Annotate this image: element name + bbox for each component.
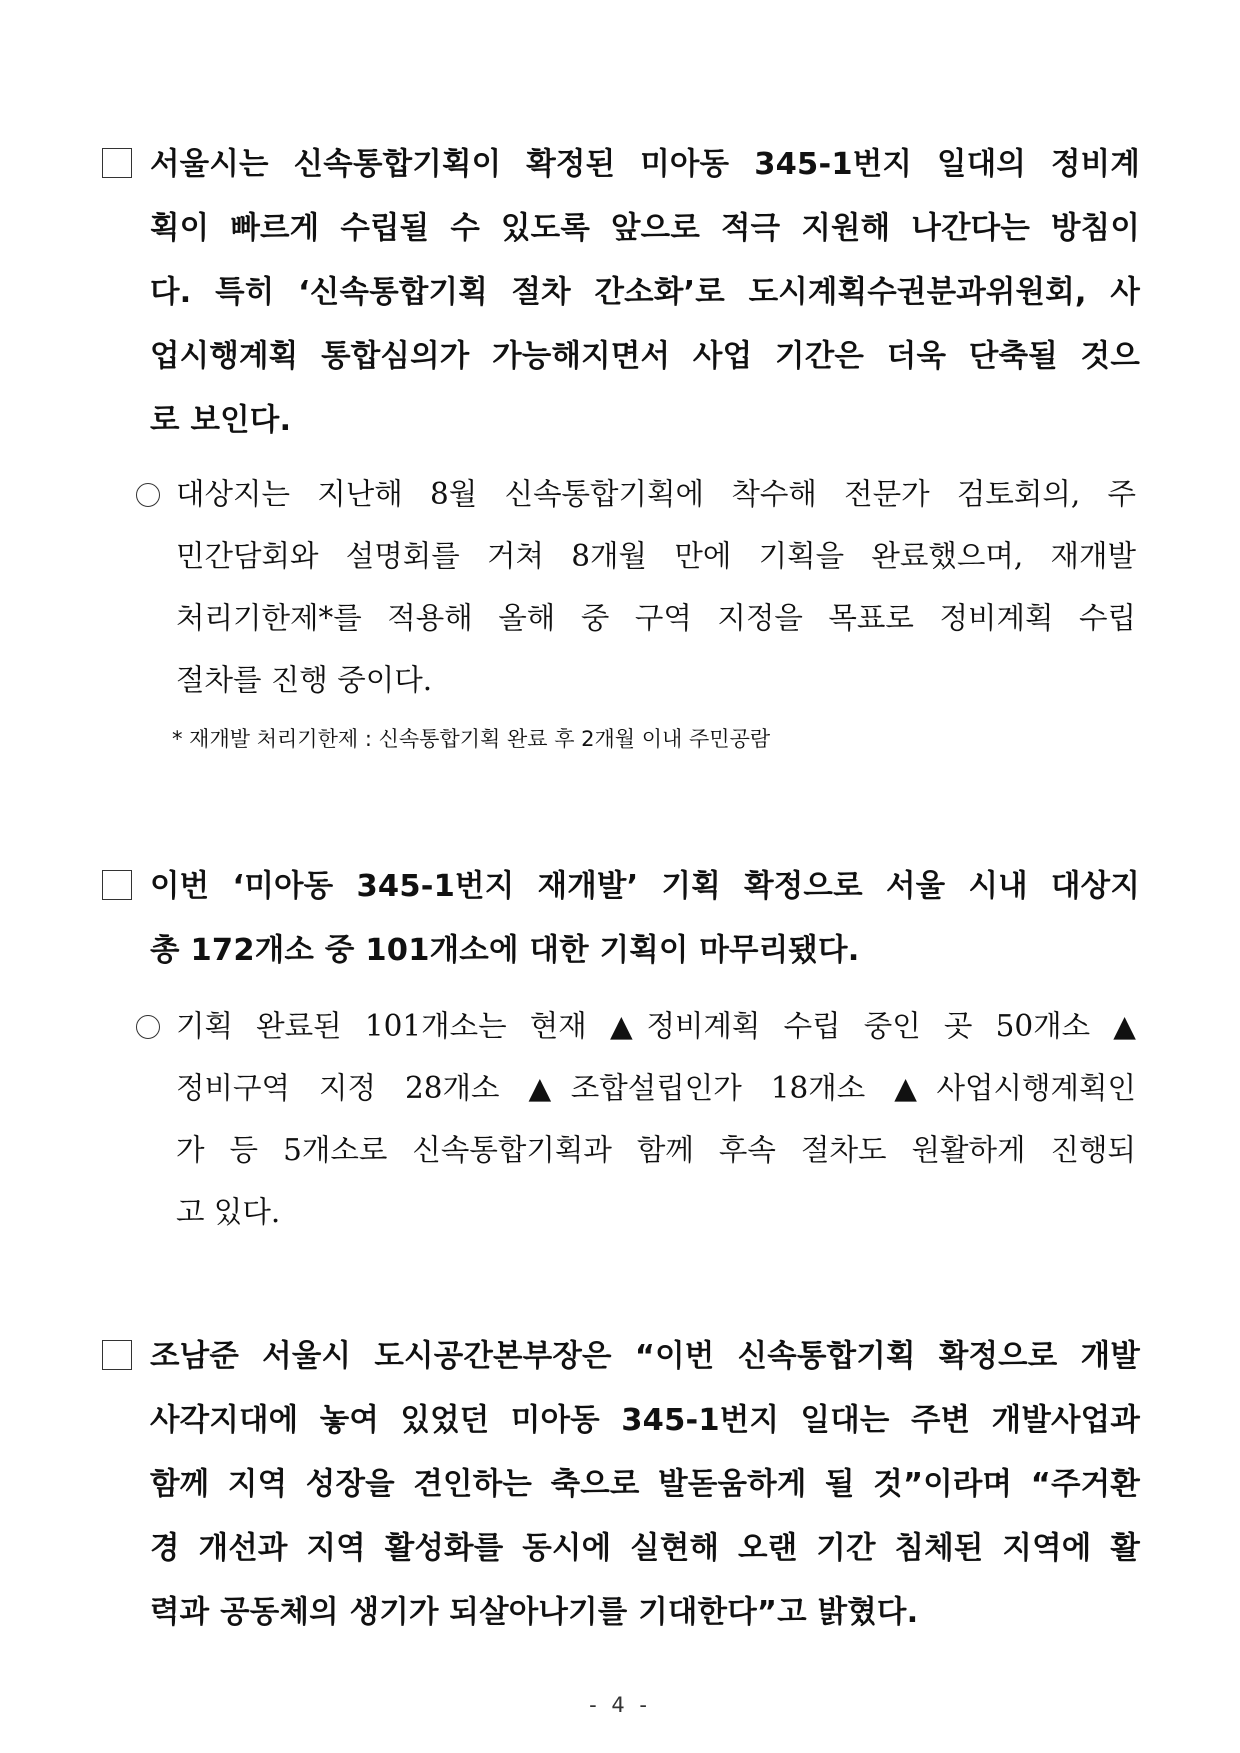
paragraph-line: 함께 지역 성장을 견인하는 축으로 발돋움하게 될 것”이라며 “주거환: [150, 1467, 1140, 1502]
sub-paragraph-line: 기획 완료된 101개소는 현재 ▲정비계획 수립 중인 곳 50개소 ▲: [176, 1009, 1136, 1043]
circle-bullet-icon: [136, 1015, 160, 1039]
paragraph-line: 이번 ‘미아동 345-1번지 재개발’ 기획 확정으로 서울 시내 대상지: [150, 869, 1140, 904]
paragraph-line: 서울시는 신속통합기획이 확정된 미아동 345-1번지 일대의 정비계: [150, 147, 1140, 182]
footnote: * 재개발 처리기한제 : 신속통합기획 완료 후 2개월 이내 주민공람: [172, 727, 771, 751]
section-2-sub-paragraph: [176, 1006, 1136, 1254]
paragraph-line: 경 개선과 지역 활성화를 동시에 실현해 오랜 기간 침체된 지역에 활: [150, 1531, 1140, 1566]
section-1-sub-paragraph: [176, 474, 1136, 722]
sub-paragraph-line: 절차를 진행 중이다.: [176, 663, 433, 697]
sub-paragraph-line: 고 있다.: [176, 1195, 281, 1229]
paragraph-line: 다. 특히 ‘신속통합기획 절차 간소화’로 도시계획수권분과위원회, 사: [150, 275, 1140, 310]
section-2-paragraph: [150, 868, 1140, 996]
sub-paragraph-line: 대상지는 지난해 8월 신속통합기획에 착수해 전문가 검토회의, 주: [176, 477, 1136, 511]
section-3-paragraph: [150, 1338, 1140, 1658]
section-1-paragraph: [150, 146, 1140, 466]
paragraph-line: 로 보인다.: [150, 403, 292, 438]
page-number: - 4 -: [589, 1693, 651, 1717]
square-bullet-icon: [102, 148, 132, 178]
paragraph-line: 업시행계획 통합심의가 가능해지면서 사업 기간은 더욱 단축될 것으: [150, 339, 1140, 374]
paragraph-line: 조남준 서울시 도시공간본부장은 “이번 신속통합기획 확정으로 개발: [150, 1339, 1140, 1374]
sub-paragraph-line: 민간담회와 설명회를 거쳐 8개월 만에 기획을 완료했으며, 재개발: [176, 539, 1136, 573]
square-bullet-icon: [102, 1340, 132, 1370]
sub-paragraph-line: 처리기한제*를 적용해 올해 중 구역 지정을 목표로 정비계획 수립: [176, 601, 1136, 635]
circle-bullet-icon: [136, 483, 160, 507]
sub-paragraph-line: 가 등 5개소로 신속통합기획과 함께 후속 절차도 원활하게 진행되: [176, 1133, 1136, 1167]
paragraph-line: 사각지대에 놓여 있었던 미아동 345-1번지 일대는 주변 개발사업과: [150, 1403, 1140, 1438]
paragraph-line: 력과 공동체의 생기가 되살아나기를 기대한다”고 밝혔다.: [150, 1595, 919, 1630]
paragraph-line: 획이 빠르게 수립될 수 있도록 앞으로 적극 지원해 나간다는 방침이: [150, 211, 1140, 246]
square-bullet-icon: [102, 870, 132, 900]
sub-paragraph-line: 정비구역 지정 28개소 ▲조합설립인가 18개소 ▲사업시행계획인: [176, 1071, 1136, 1105]
paragraph-line: 총 172개소 중 101개소에 대한 기획이 마무리됐다.: [150, 933, 860, 968]
